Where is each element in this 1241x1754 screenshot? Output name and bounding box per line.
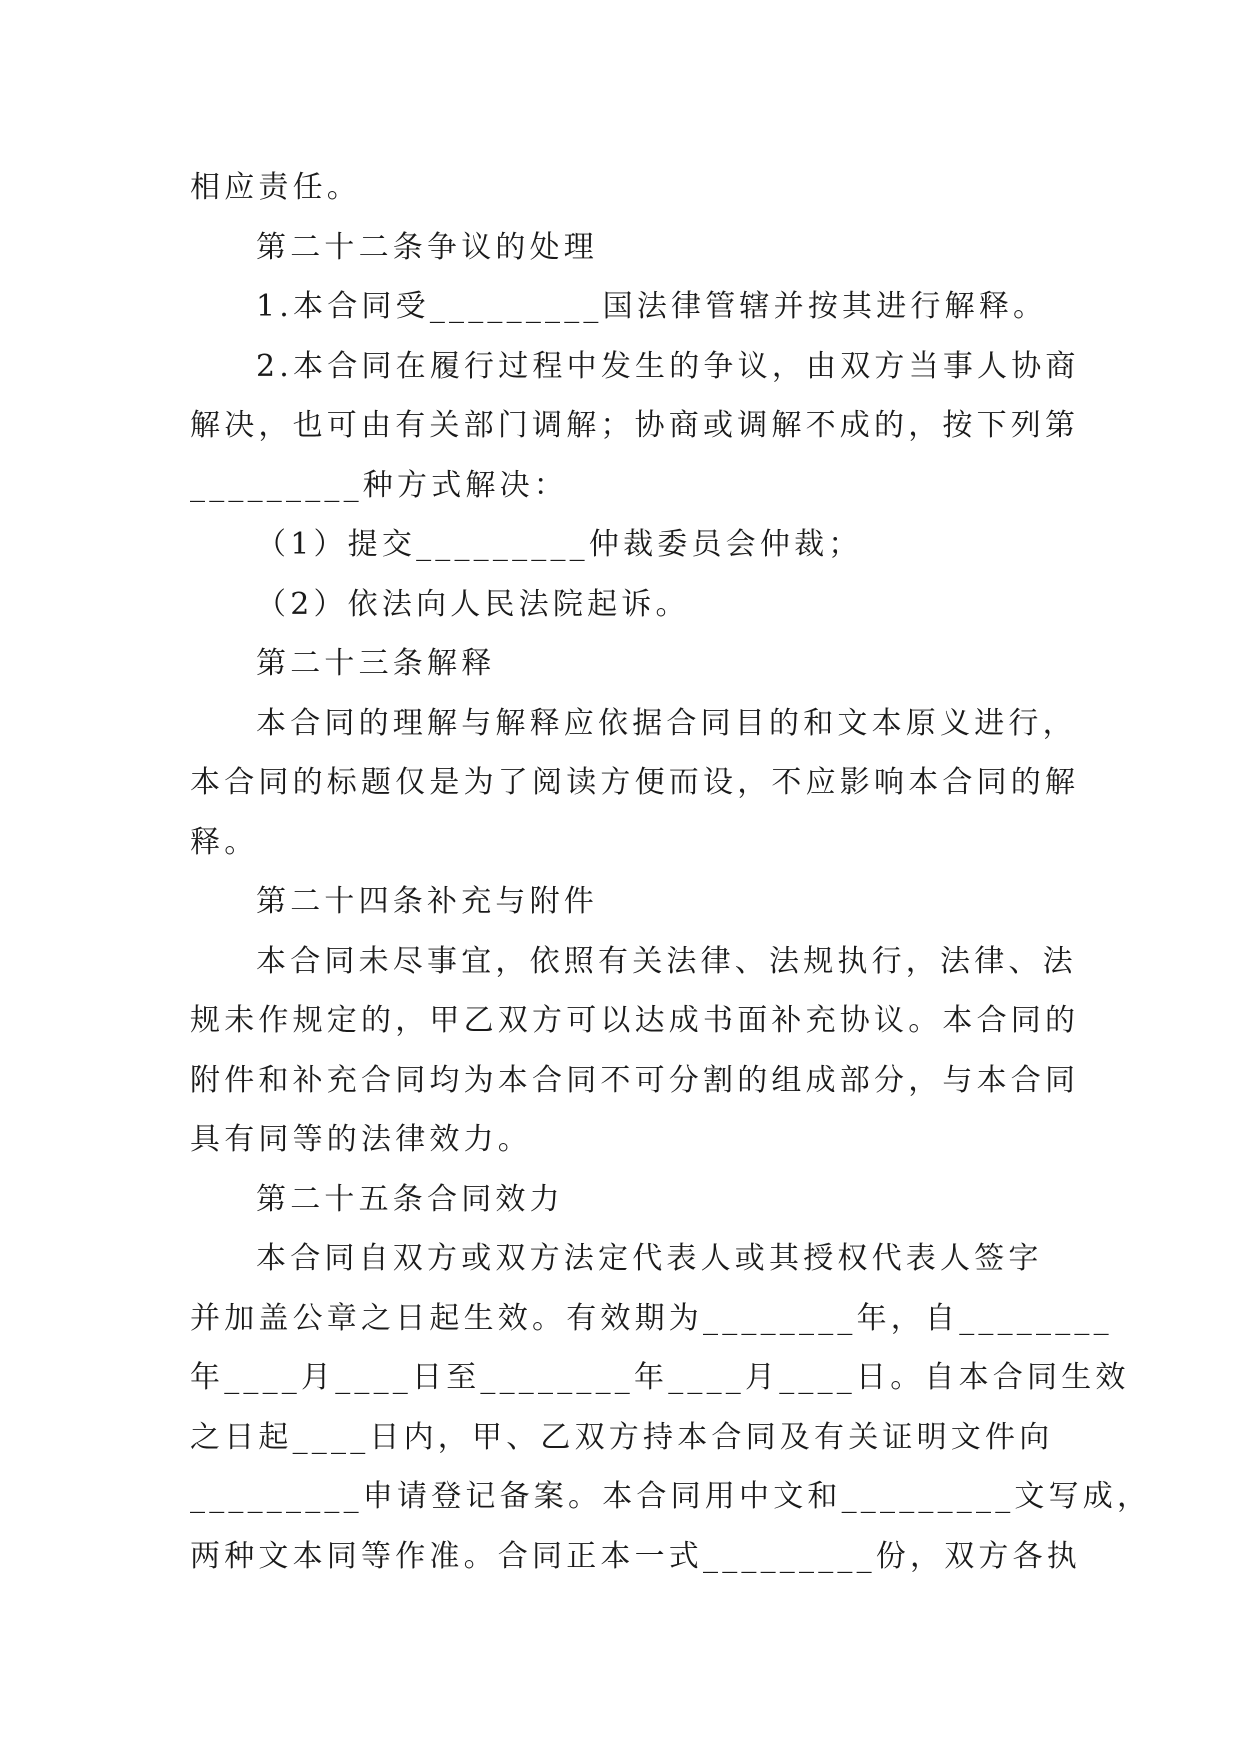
contract-text xyxy=(190,158,1152,1586)
text-line: 年____月____日至________年____月____日。自本合同生效 xyxy=(190,1360,1130,1395)
text-line: 两种文本同等作准。合同正本一式_________份，双方各执 xyxy=(190,1538,1081,1574)
text-line: 规未作规定的，甲乙双方可以达成书面补充协议。本合同的 xyxy=(190,1003,1080,1038)
text-line: _________申请登记备案。本合同用中文和_________文写成， xyxy=(190,1479,1152,1514)
article-24-heading: 第二十四条补充与附件 xyxy=(256,884,598,919)
article-23-heading: 第二十三条解释 xyxy=(256,646,496,681)
text-line: 具有同等的法律效力。 xyxy=(190,1122,532,1157)
text-line: 本合同未尽事宜，依照有关法律、法规执行，法律、法 xyxy=(256,943,1077,979)
text-line: （1）提交_________仲裁委员会仲裁； xyxy=(256,527,863,562)
text-line: 释。 xyxy=(190,824,259,860)
text-line: 并加盖公章之日起生效。有效期为________年，自________ xyxy=(190,1300,1113,1336)
text-line: 本合同自双方或双方法定代表人或其授权代表人签字 xyxy=(256,1241,1043,1276)
text-line: 2.本合同在履行过程中发生的争议，由双方当事人协商 xyxy=(256,348,1080,384)
article-22-heading: 第二十二条争议的处理 xyxy=(256,229,598,265)
text-line: 本合同的理解与解释应依据合同目的和文本原义进行， xyxy=(256,705,1077,741)
article-25-heading: 第二十五条合同效力 xyxy=(256,1181,564,1217)
text-line: _________种方式解决： xyxy=(190,467,568,503)
text-line: 相应责任。 xyxy=(190,170,361,205)
text-line: 解决，也可由有关部门调解；协商或调解不成的，按下列第 xyxy=(190,408,1080,443)
text-line: 之日起____日内，甲、乙双方持本合同及有关证明文件向 xyxy=(190,1419,1054,1455)
text-line: 1.本合同受_________国法律管辖并按其进行解释。 xyxy=(256,289,1048,324)
text-line: （2）依法向人民法院起诉。 xyxy=(256,586,690,622)
text-line: 本合同的标题仅是为了阅读方便而设，不应影响本合同的解 xyxy=(190,765,1080,800)
text-line: 附件和补充合同均为本合同不可分割的组成部分，与本合同 xyxy=(190,1062,1080,1098)
